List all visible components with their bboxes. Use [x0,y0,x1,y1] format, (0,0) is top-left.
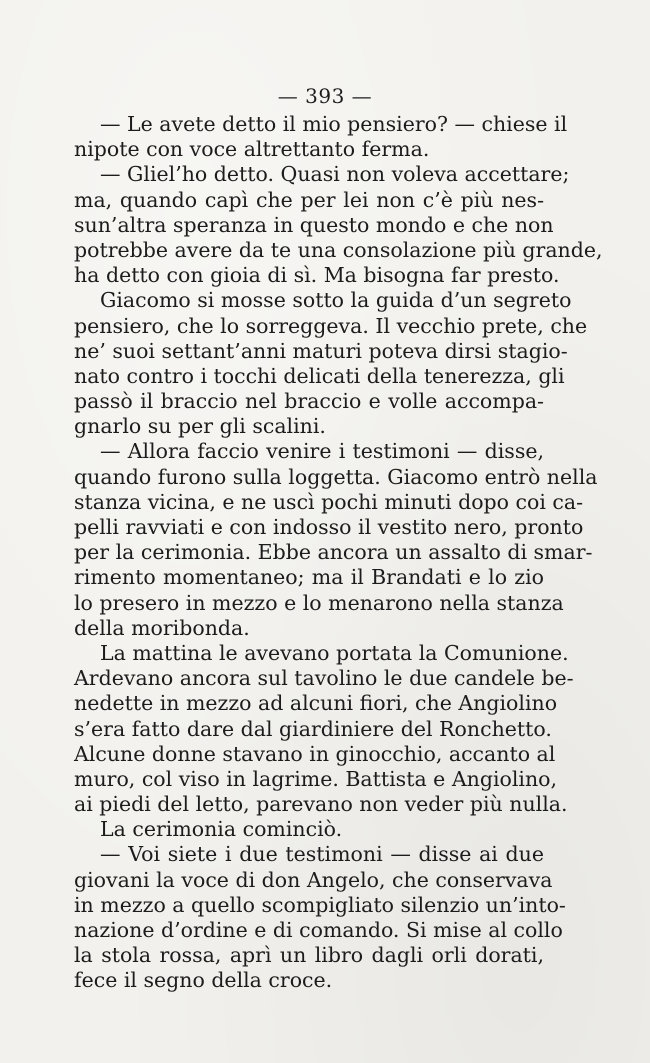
text-line: — Le avete detto il mio pensiero? — chiese il [100,112,568,136]
text-line: rimento momentaneo; ma il Brandati e lo zio [74,565,544,590]
text-line: quando furono sulla loggetta. Giacomo entrò nella [74,464,598,489]
text-line: Alcune donne stavano in ginocchio, accanto al [74,741,556,766]
text-line: nedette in mezzo ad alcuni fiori, che Angiolino [74,691,558,716]
text-line: nipote con voce altrettanto ferma. [74,137,430,162]
text-line: passò il braccio nel braccio e volle accompa- [74,389,544,414]
text-line: gnarlo su per gli scalini. [74,414,326,439]
text-line: ne’ suoi settant’anni maturi poteva dirsi stagio- [74,338,568,363]
text-line: potrebbe avere da te una consolazione più grande, [74,237,603,262]
text-line: ma, quando capì che per lei non c’è più nes- [74,187,544,212]
text-line: muro, col viso in lagrime. Battista e Angiolino, [74,766,558,791]
text-line: pelli ravviati e con indosso il vestito nero, pronto [74,515,584,539]
text-line: nazione d’ordine e di comando. Si mise al collo [74,918,563,942]
text-line: in mezzo a quello scompigliato silenzio un’into- [74,892,566,917]
text-line: della moribonda. [74,615,250,640]
text-line: — Allora faccio venire i testimoni — disse, [100,439,544,464]
text-line: ha detto con gioia di sì. Ma bisogna far presto. [74,263,560,288]
text-line: sun’altra speranza in questo mondo e che non [74,212,554,237]
text-line: giovani la voce di don Angelo, che conservava [74,867,553,892]
body-text [74,112,603,994]
text-line: per la cerimonia. Ebbe ancora un assalto di smar- [74,540,593,565]
text-line: — Gliel’ho detto. Quasi non voleva accettare; [100,162,570,187]
text-line: nato contro i tocchi delicati della tenerezza, gli [74,363,565,388]
text-line: la stola rossa, aprì un libro dagli orli dorati, [74,943,544,968]
text-line: pensiero, che lo sorreggeva. Il vecchio prete, che [74,313,588,338]
text-line: La mattina le avevano portata la Comunione. [100,640,569,665]
text-line: fece il segno della croce. [74,968,333,993]
page-number: — 393 — [277,84,373,108]
text-line: stanza vicina, e ne uscì pochi minuti dopo coi ca- [74,489,584,514]
text-line: Giacomo si mosse sotto la guida d’un segreto [100,288,572,313]
text-line: — Voi siete i due testimoni — disse ai due [100,842,544,867]
text-line: lo presero in mezzo e lo menarono nella stanza [74,590,564,615]
text-line: s’era fatto dare dal giardiniere del Ronchetto. [74,716,552,741]
text-line: Ardevano ancora sul tavolino le due candele be- [74,666,574,691]
text-line: ai piedi del letto, parevano non veder più nulla. [74,792,568,817]
text-line: La cerimonia cominciò. [100,817,343,842]
